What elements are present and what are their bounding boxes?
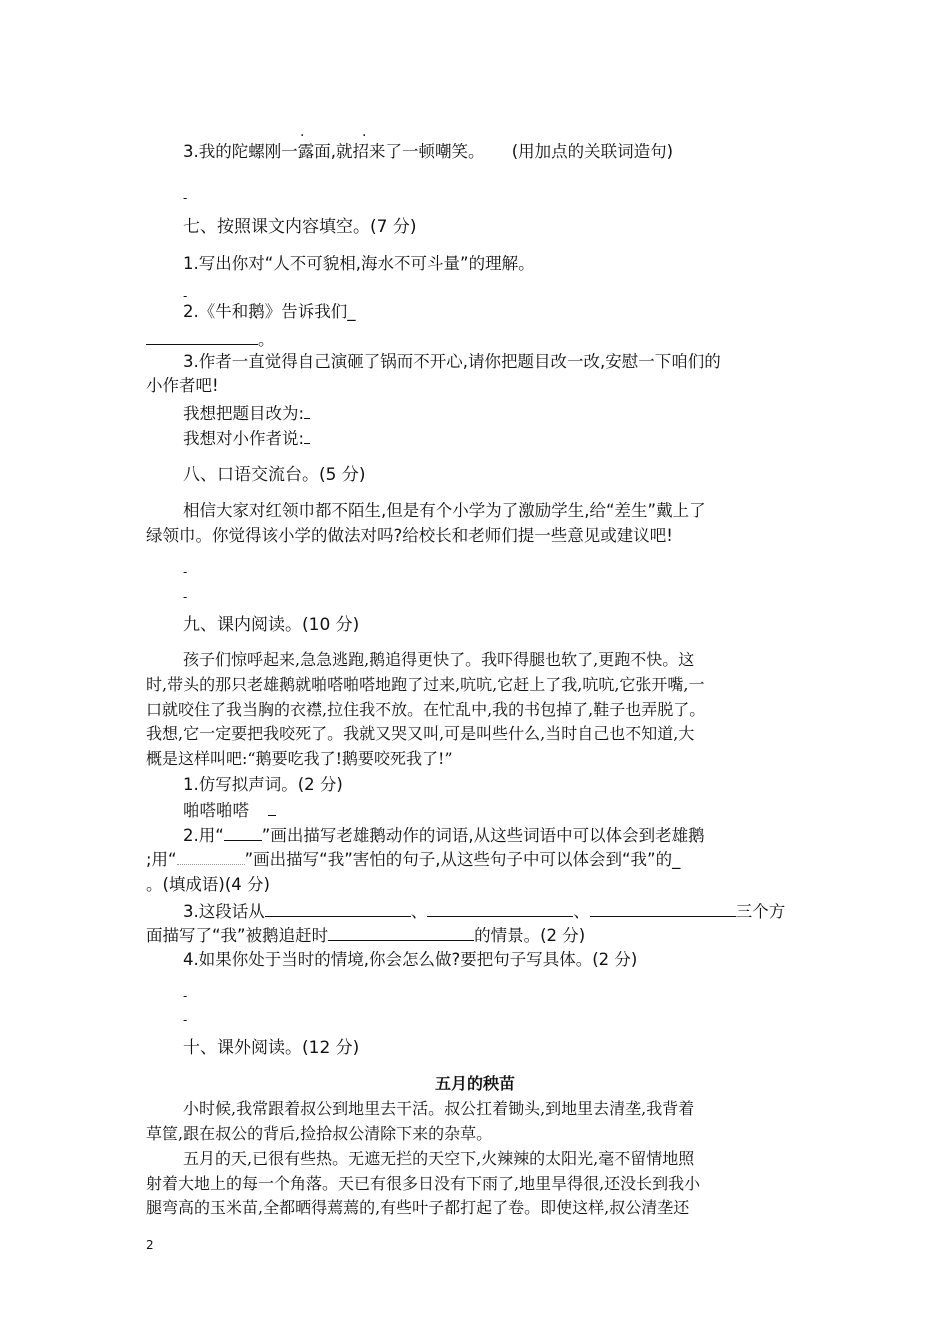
question-7-2-blank[interactable] xyxy=(146,327,275,352)
section-8-line1: 相信大家对红领巾都不陌生,但是有个小学为了激励学生,给“差生”戴上了 xyxy=(183,501,706,520)
answer-line[interactable]: - xyxy=(183,565,188,579)
section-7-heading: 七、按照课文内容填空。(7 分) xyxy=(183,217,417,237)
passage-line: 射着大地上的每一个角落。天已有很多日没有下雨了,地里旱得很,还没长到我小 xyxy=(146,1174,701,1193)
text: ”画出描写老雄鹅动作的词语,从这些词语中可以体会到老雄鹅 xyxy=(261,826,705,845)
question-7-3-comfort xyxy=(183,426,310,451)
passage-line: 草筐,跟在叔公的背后,捡拾叔公清除下来的杂草。 xyxy=(146,1124,493,1143)
question-7-3-title xyxy=(183,401,310,426)
question-9-2-line1 xyxy=(183,823,705,848)
question-9-3-line2 xyxy=(146,923,585,948)
passage-line: 我想,它一定要把我咬死了。我就又哭又叫,可是叫些什么,当时自己也不知道,大 xyxy=(146,724,695,743)
question-9-2-line2 xyxy=(146,848,680,872)
question-7-1: 1.写出你对“人不可貌相,海水不可斗量”的理解。 xyxy=(183,254,535,273)
separator: 、 xyxy=(410,902,428,921)
answer-line[interactable]: - xyxy=(183,590,188,604)
straight-underline-sample xyxy=(224,823,262,841)
text: 3.这段话从 xyxy=(183,902,265,921)
text: 2.用“ xyxy=(183,826,224,845)
answer-line[interactable]: - xyxy=(183,989,188,1003)
question-6-3 xyxy=(183,140,673,164)
fill-blank[interactable] xyxy=(590,899,736,917)
question-7-2: 2.《牛和鹅》告诉我们_ xyxy=(183,302,356,321)
text: 的情景。(2 分) xyxy=(474,926,586,945)
passage-line: 时,带头的那只老雄鹅就啪嗒啪嗒地跑了过来,吭吭,它赶上了我,吭吭,它张开嘴,一 xyxy=(146,675,705,694)
question-9-1: 1.仿写拟声词。(2 分) xyxy=(183,775,343,794)
passage-line: 概是这样叫吧:“鹅要吃我了!鹅要咬死我了!” xyxy=(146,749,453,768)
question-9-1-example xyxy=(183,798,276,823)
passage-line: 小时候,我常跟着叔公到地里去干活。叔公扛着锄头,到地里去清垄,我背着 xyxy=(183,1099,695,1118)
prompt-text: 我想对小作者说: xyxy=(183,429,305,448)
wavy-underline-sample xyxy=(177,848,245,865)
fill-blank[interactable] xyxy=(328,923,474,941)
text: ;用“ xyxy=(146,850,177,869)
page-number: 2 xyxy=(146,1238,154,1252)
question-9-4: 4.如果你处于当时的情境,你会怎么做?要把句子写具体。(2 分) xyxy=(183,950,638,969)
question-9-3-line1 xyxy=(183,899,785,924)
question-9-2-line3: 。(填成语)(4 分) xyxy=(146,875,270,894)
text: 面描写了“我”被鹅追赶时 xyxy=(146,926,329,945)
section-8-heading: 八、口语交流台。(5 分) xyxy=(183,465,366,485)
fill-blank[interactable] xyxy=(304,426,310,444)
text: 三个方 xyxy=(735,902,786,921)
fill-blank[interactable] xyxy=(146,327,258,345)
text: ”画出描写“我”害怕的句子,从这些句子中可以体会到“我”的_ xyxy=(244,850,681,869)
period: 。 xyxy=(258,330,275,349)
question-7-3-line2: 小作者吧! xyxy=(146,376,219,395)
separator: 、 xyxy=(573,902,590,921)
emphasis-dot: · xyxy=(362,128,367,144)
fill-blank[interactable] xyxy=(427,899,573,917)
section-10-heading: 十、课外阅读。(12 分) xyxy=(183,1038,360,1058)
answer-line[interactable]: - xyxy=(183,1013,188,1027)
fill-blank[interactable] xyxy=(268,798,276,816)
section-8-line2: 绿领巾。你觉得该小学的做法对吗?给校长和老师们提一些意见或建议吧! xyxy=(146,526,673,545)
question-hint: (用加点的关联词造句) xyxy=(511,142,674,161)
passage-line: 腿弯高的玉米苗,全都晒得蔫蔫的,有些叶子都打起了卷。即使这样,叔公清垄还 xyxy=(146,1198,690,1217)
passage-line: 口就咬住了我当胸的衣襟,拉住我不放。在忙乱中,我的书包掉了,鞋子也弄脱了。 xyxy=(146,700,706,719)
prompt-text: 我想把题目改为: xyxy=(183,404,305,423)
answer-line[interactable]: - xyxy=(183,191,188,205)
article-title: 五月的秧苗 xyxy=(434,1074,515,1093)
fill-blank[interactable] xyxy=(304,401,310,419)
passage-line: 五月的天,已很有些热。无遮无拦的天空下,火辣辣的太阳光,毫不留情地照 xyxy=(183,1149,695,1168)
example-word: 啪嗒啪嗒 xyxy=(183,801,249,820)
section-9-heading: 九、课内阅读。(10 分) xyxy=(183,615,360,635)
passage-line: 孩子们惊呼起来,急急逃跑,鹅追得更快了。我吓得腿也软了,更跑不快。这 xyxy=(183,650,695,669)
question-text: 3.我的陀螺刚一露面,就招来了一顿嘲笑。 xyxy=(183,142,485,161)
fill-blank[interactable] xyxy=(265,899,411,917)
question-7-3-line1: 3.作者一直觉得自己演砸了锅而不开心,请你把题目改一改,安慰一下咱们的 xyxy=(183,352,721,371)
answer-line[interactable]: - xyxy=(183,289,188,303)
emphasis-dot: · xyxy=(300,128,305,144)
